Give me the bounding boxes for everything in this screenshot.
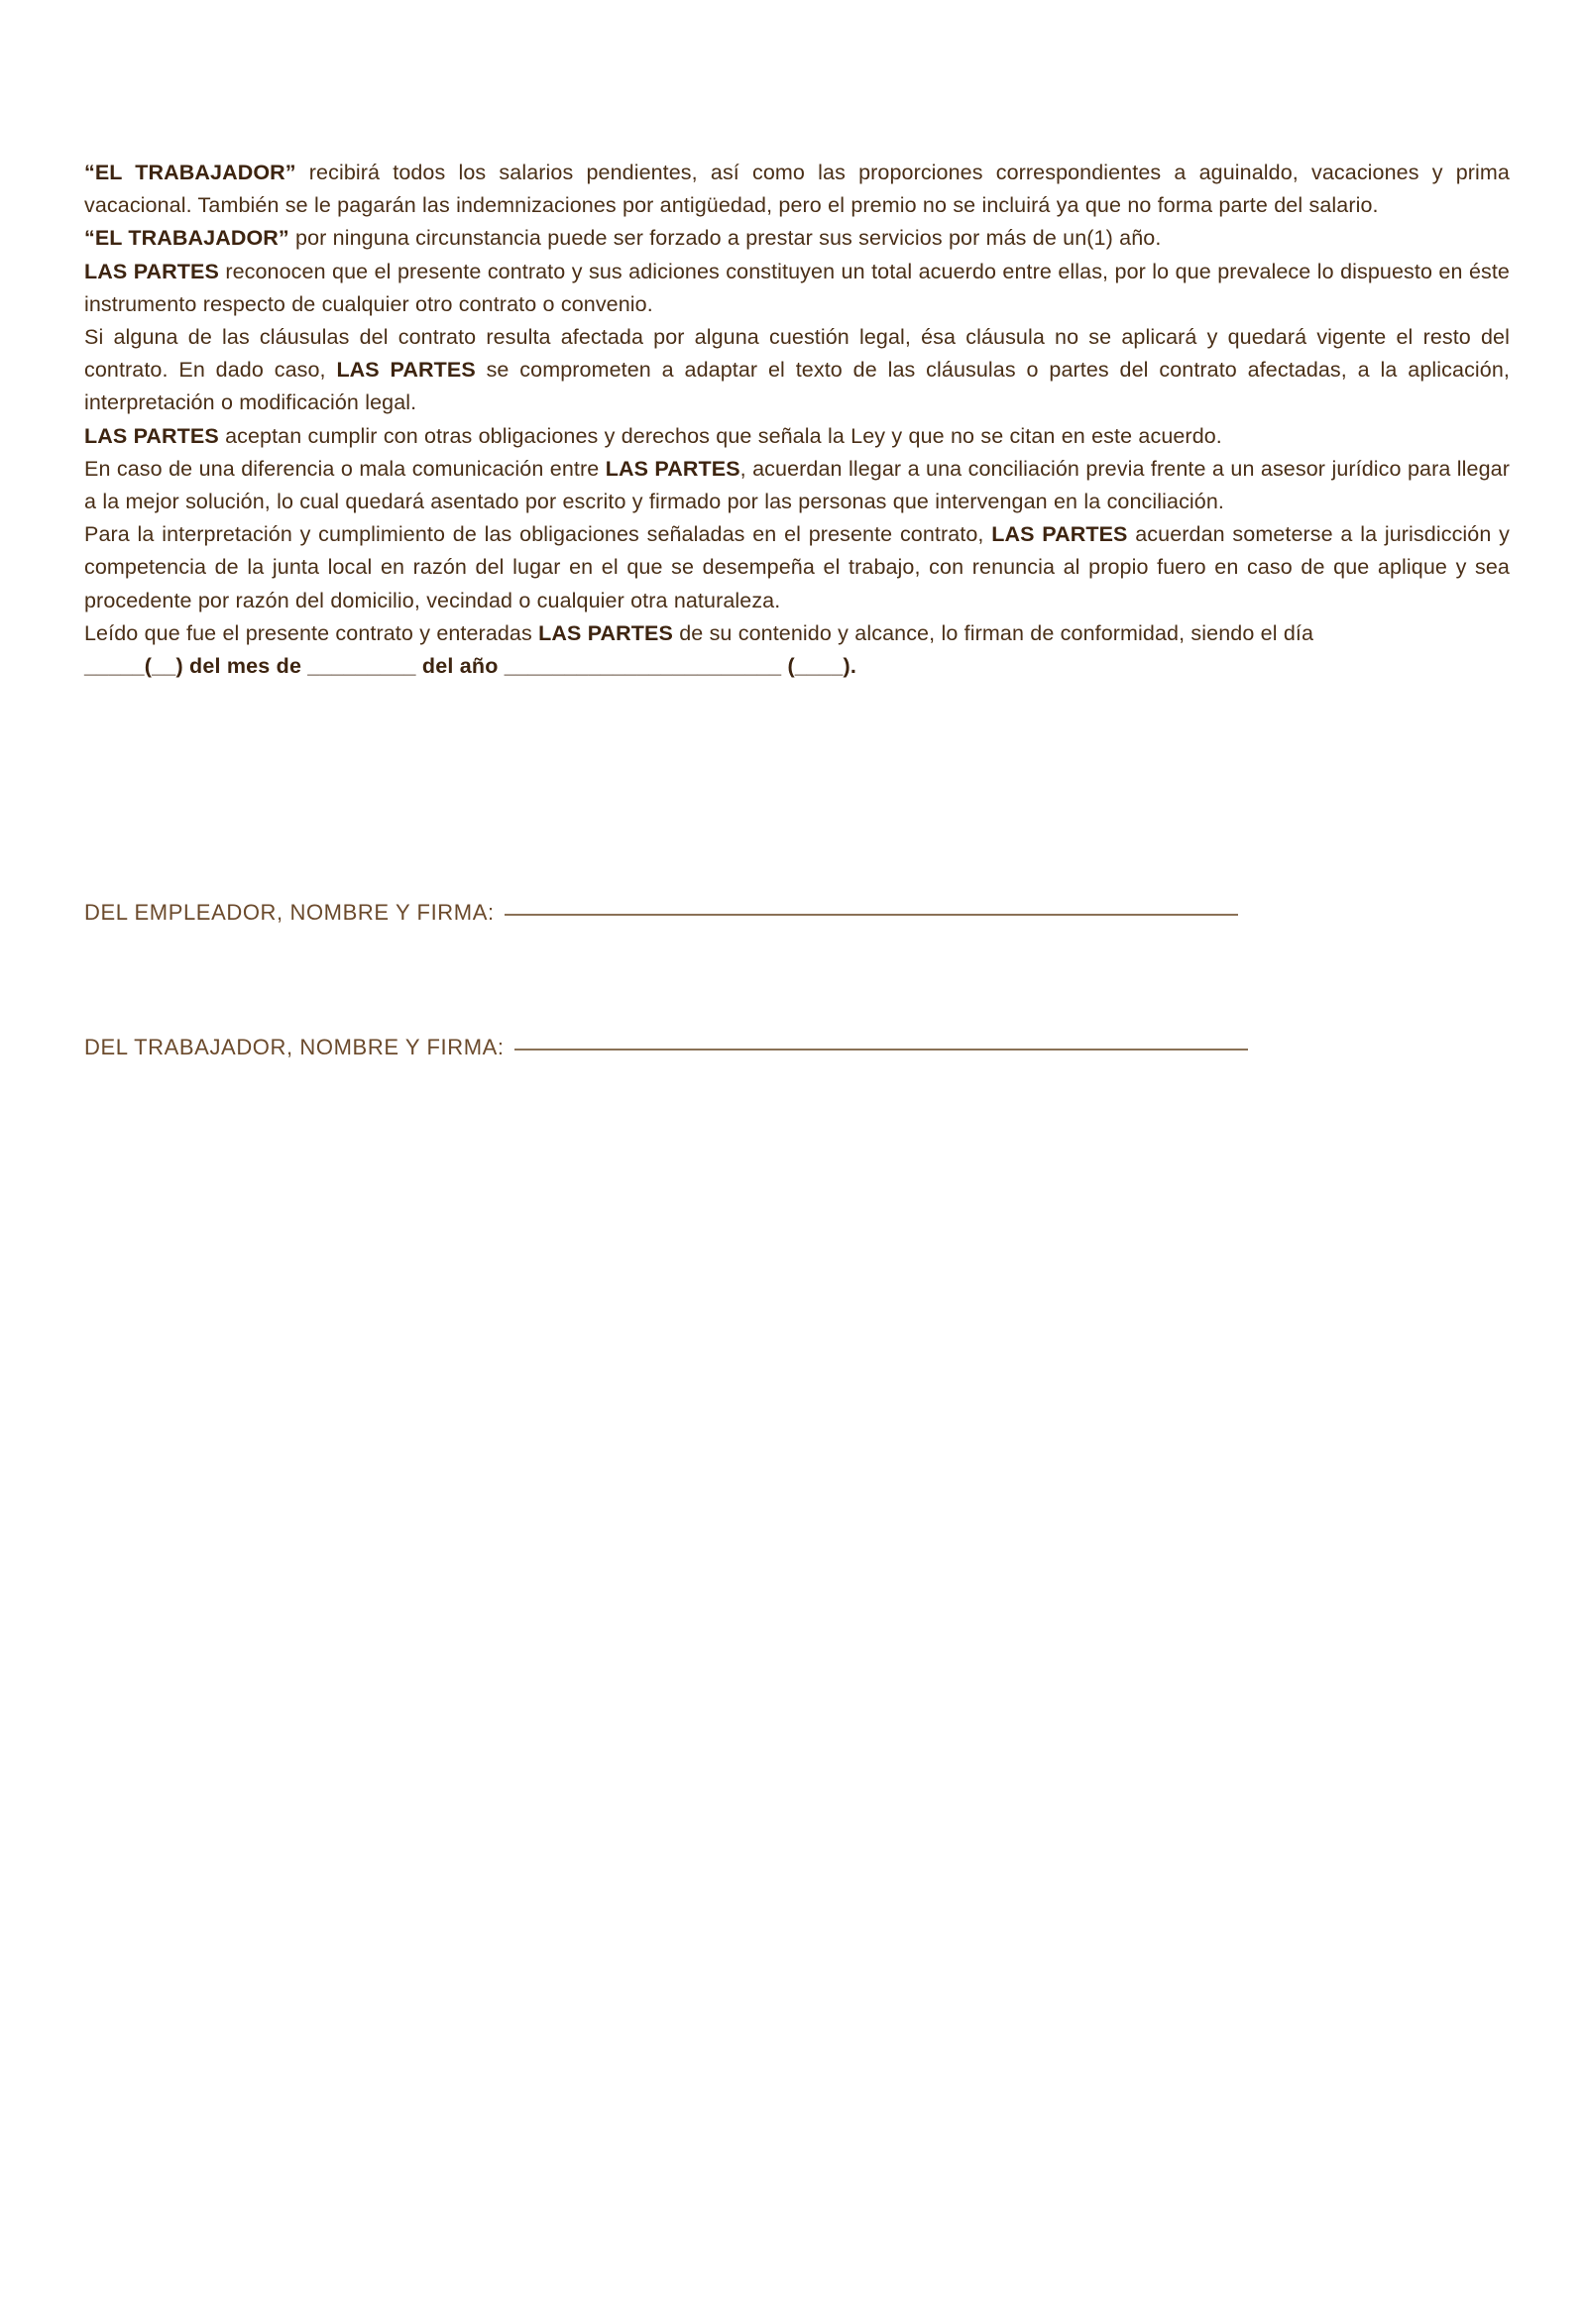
paragraph-read-and-signed — [84, 617, 1510, 650]
date-blanks-line[interactable]: _____(__) del mes de _________ del año _______________________ (____). — [84, 654, 857, 679]
paragraph-conciliation — [84, 453, 1510, 518]
paragraph-forced-service — [84, 222, 1510, 255]
paragraph-other-obligations-text: aceptan cumplir con otras obligaciones y derechos que señala la Ley y que no se citan en este acuerdo. — [218, 423, 1222, 448]
paragraph-read-and-signed-pre: Leído que fue el presente contrato y enteradas — [84, 620, 539, 645]
paragraph-total-agreement — [84, 256, 1510, 321]
paragraph-other-obligations — [84, 420, 1510, 453]
paragraph-severability — [84, 321, 1510, 420]
paragraph-jurisdiction — [84, 518, 1510, 617]
paragraph-forced-service-text: por ninguna circunstancia puede ser forzado a prestar sus servicios por más de un(1) año. — [288, 226, 1162, 251]
paragraph-conciliation-pre: En caso de una diferencia o mala comunicación entre — [84, 456, 606, 481]
party-parties-label: LAS PARTES — [336, 358, 476, 383]
party-parties-label: LAS PARTES — [84, 423, 219, 448]
paragraph-severability-pre: Si alguna de las cláusulas del contrato resulta afectada por alguna cuestión legal, ésa cláusula no se aplicará y quedará vigente el resto del contrato. En dado caso, — [84, 325, 1510, 383]
signature-block-worker — [84, 1034, 1510, 1061]
paragraph-conciliation-post: , acuerdan llegar a una conciliación previa frente a un asesor jurídico para llegar a la mejor solución, lo cual quedará asentado por escrito y firmado por las personas que intervengan en la conciliación. — [84, 456, 1510, 514]
party-worker-label: “EL TRABAJADOR” — [84, 161, 296, 184]
paragraph-severability-post: se comprometen a adaptar el texto de las cláusulas o partes del contrato afectadas, a la aplicación, interpretación o modificación legal. — [84, 358, 1510, 415]
signature-block-employer — [84, 899, 1510, 927]
party-parties-label: LAS PARTES — [538, 620, 673, 645]
party-parties-label: LAS PARTES — [605, 456, 740, 481]
signature-row-worker — [84, 1034, 1510, 1061]
paragraph-salaries — [84, 157, 1510, 222]
party-parties-label: LAS PARTES — [84, 259, 219, 283]
signature-line-employer[interactable] — [505, 914, 1238, 916]
party-parties-label: LAS PARTES — [991, 522, 1128, 547]
signature-line-worker[interactable] — [514, 1049, 1248, 1051]
signature-label-employer: DEL EMPLEADOR, NOMBRE Y FIRMA: — [84, 900, 495, 925]
paragraph-salaries-text: recibirá todos los salarios pendientes, así como las proporciones correspondientes a aguinaldo, vacaciones y prima vacacional. También se le pagarán las indemnizaciones por antigüedad, pero el premio no se incluirá ya que no forma parte del salario. — [84, 161, 1510, 218]
paragraph-total-agreement-text: reconocen que el presente contrato y sus adiciones constituyen un total acuerdo entre ellas, por lo que prevalece lo dispuesto en éste instrumento respecto de cualquier otro contrato o convenio. — [84, 259, 1510, 316]
signature-row-employer — [84, 899, 1510, 927]
paragraph-read-and-signed-post: de su contenido y alcance, lo firman de conformidad, siendo el día — [672, 620, 1314, 645]
party-worker-label: “EL TRABAJADOR” — [84, 226, 289, 251]
contract-body — [84, 157, 1510, 683]
paragraph-jurisdiction-pre: Para la interpretación y cumplimiento de las obligaciones señaladas en el presente contrato, — [84, 522, 992, 547]
paragraph-jurisdiction-post: acuerdan someterse a la jurisdicción y competencia de la junta local en razón del lugar en el que se desempeña el trabajo, con renuncia al propio fuero en caso de que aplique y sea procedente por razón del domicilio, vecindad o cualquier otra naturaleza. — [84, 522, 1510, 612]
signature-label-worker: DEL TRABAJADOR, NOMBRE Y FIRMA: — [84, 1035, 505, 1059]
